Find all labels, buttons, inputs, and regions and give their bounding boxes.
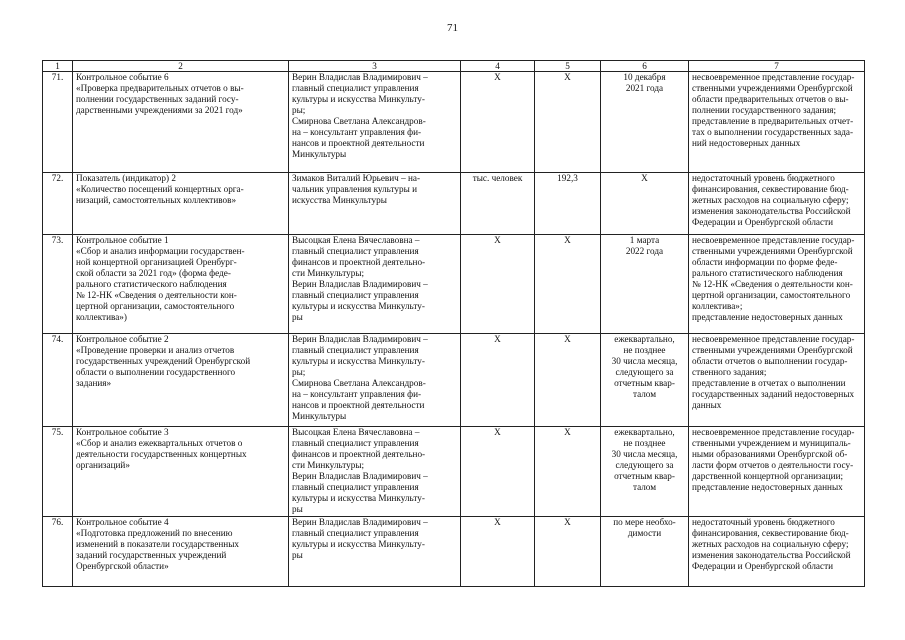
cell-text-line: заданий государственных учреждений: [76, 550, 227, 560]
row-number: 71.: [43, 72, 73, 173]
cell-text-line: главный специалист управления: [292, 438, 419, 448]
risks-cell: [689, 72, 865, 173]
cell-text-line: 10 декабря: [623, 72, 666, 82]
cell-text-line: задания»: [76, 378, 112, 388]
value-cell: [535, 427, 601, 517]
cell-text-line: сти Минкультуры;: [292, 460, 365, 470]
event-cell: [73, 517, 289, 587]
column-number: 7: [689, 61, 865, 72]
responsible-cell: [289, 427, 461, 517]
table-row: [43, 334, 865, 427]
cell-text-line: № 12-НК «Сведения о деятельности кон-: [692, 279, 853, 289]
cell-text-line: организаций»: [76, 460, 130, 470]
cell-text-line: цертной организации, самостоятельного: [76, 301, 235, 311]
control-events-table: [42, 60, 865, 587]
cell-text-line: ры: [292, 504, 303, 514]
event-cell: [73, 173, 289, 235]
cell-text-line: Х: [494, 517, 501, 527]
row-number: 74.: [43, 334, 73, 427]
cell-text-line: государственных заданий недостоверных: [692, 389, 855, 399]
cell-text-line: нансов и проектной деятельности: [292, 138, 425, 148]
cell-text-line: области предварительных отчетов о вы-: [692, 94, 849, 104]
event-cell: [73, 334, 289, 427]
event-cell: [73, 235, 289, 334]
cell-text-line: дарственной концертной организации;: [692, 471, 844, 481]
cell-text-line: тах о выполнении государственных зада-: [692, 127, 854, 137]
value-cell: [535, 72, 601, 173]
unit-cell: [461, 235, 535, 334]
cell-text-line: Верин Владислав Владимирович –: [292, 279, 428, 289]
column-number: 5: [535, 61, 601, 72]
cell-text-line: главный специалист управления: [292, 83, 419, 93]
cell-text-line: искусства Минкультуры: [292, 195, 387, 205]
cell-text-line: не позднее: [623, 438, 666, 448]
cell-text-line: Контрольное событие 1: [76, 235, 169, 245]
deadline-cell: [601, 72, 689, 173]
event-cell: [73, 427, 289, 517]
cell-text-line: Контрольное событие 4: [76, 517, 169, 527]
cell-text-line: 2021 года: [625, 83, 664, 93]
cell-text-line: «Количество посещений концертных орга-: [76, 184, 244, 194]
column-number-row: [43, 61, 865, 72]
unit-cell: [461, 173, 535, 235]
cell-text-line: культуры и искусства Минкульту-: [292, 493, 425, 503]
cell-text-line: области информации по форме феде-: [692, 257, 838, 267]
table-row: [43, 72, 865, 173]
cell-text-line: сти Минкультуры;: [292, 268, 365, 278]
cell-text-line: ры;: [292, 105, 306, 115]
cell-text-line: жетных расходов на социальную сферу;: [692, 539, 849, 549]
cell-text-line: Х: [494, 334, 501, 344]
cell-text-line: несвоевременное представление государ-: [692, 235, 855, 245]
cell-text-line: культуры и искусства Минкульту-: [292, 94, 425, 104]
cell-text-line: ной концертной организацией Оренбург-: [76, 257, 237, 267]
cell-text-line: области о выполнении государственного: [76, 367, 236, 377]
cell-text-line: на – консультант управления фи-: [292, 127, 422, 137]
cell-text-line: культуры и искусства Минкульту-: [292, 301, 425, 311]
cell-text-line: Оренбургской области»: [76, 561, 169, 571]
cell-text-line: тыс. человек: [472, 173, 523, 183]
column-number: 6: [601, 61, 689, 72]
deadline-cell: [601, 173, 689, 235]
risks-cell: [689, 173, 865, 235]
cell-text-line: Контрольное событие 2: [76, 334, 169, 344]
cell-text-line: Х: [564, 72, 571, 82]
cell-text-line: 30 числа месяца,: [611, 356, 678, 366]
cell-text-line: Х: [564, 235, 571, 245]
row-number: 76.: [43, 517, 73, 587]
cell-text-line: Смирнова Светлана Александров-: [292, 116, 426, 126]
row-number: 73.: [43, 235, 73, 334]
cell-text-line: Верин Владислав Владимирович –: [292, 334, 428, 344]
cell-text-line: коллектива»;: [692, 301, 743, 311]
deadline-cell: [601, 427, 689, 517]
cell-text-line: Х: [494, 427, 501, 437]
cell-text-line: главный специалист управления: [292, 482, 419, 492]
cell-text-line: цертной организации, самостоятельного: [692, 290, 851, 300]
responsible-cell: [289, 334, 461, 427]
cell-text-line: «Подготовка предложений по внесению: [76, 528, 233, 538]
cell-text-line: представление в отчетах о выполнении: [692, 378, 846, 388]
cell-text-line: главный специалист управления: [292, 246, 419, 256]
risks-cell: [689, 427, 865, 517]
cell-text-line: Верин Владислав Владимирович –: [292, 471, 428, 481]
cell-text-line: «Сбор и анализ информации государствен-: [76, 246, 245, 256]
cell-text-line: дарственными учреждениями за 2021 год»: [76, 105, 243, 115]
cell-text-line: Х: [641, 173, 648, 183]
cell-text-line: ственными учреждениями Оренбургской: [692, 345, 853, 355]
responsible-cell: [289, 517, 461, 587]
cell-text-line: 30 числа месяца,: [611, 449, 678, 459]
cell-text-line: ственными учреждением и муниципаль-: [692, 438, 851, 448]
value-cell: [535, 517, 601, 587]
cell-text-line: области отчетов о выполнении государ-: [692, 356, 848, 366]
cell-text-line: ры: [292, 550, 303, 560]
cell-text-line: на – консультант управления фи-: [292, 389, 422, 399]
table-row: [43, 427, 865, 517]
cell-text-line: 1 марта: [629, 235, 660, 245]
value-cell: [535, 334, 601, 427]
row-number: 72.: [43, 173, 73, 235]
cell-text-line: Х: [564, 334, 571, 344]
cell-text-line: ежеквартально,: [614, 427, 675, 437]
cell-text-line: недостаточный уровень бюджетного: [692, 517, 835, 527]
cell-text-line: «Сбор и анализ ежеквартальных отчетов о: [76, 438, 243, 448]
cell-text-line: главный специалист управления: [292, 345, 419, 355]
cell-text-line: Смирнова Светлана Александров-: [292, 378, 426, 388]
cell-text-line: отчетным квар-: [614, 471, 675, 481]
cell-text-line: «Проведение проверки и анализ отчетов: [76, 345, 235, 355]
table-row: [43, 173, 865, 235]
cell-text-line: данных: [692, 400, 722, 410]
value-cell: [535, 173, 601, 235]
cell-text-line: талом: [632, 389, 657, 399]
cell-text-line: не позднее: [623, 345, 666, 355]
table-row: [43, 517, 865, 587]
column-number: 4: [461, 61, 535, 72]
cell-text-line: 192,3: [557, 173, 578, 183]
cell-text-line: следующего за: [615, 460, 674, 470]
cell-text-line: Минкультуры: [292, 411, 347, 421]
cell-text-line: Верин Владислав Владимирович –: [292, 72, 428, 82]
table-row: [43, 235, 865, 334]
cell-text-line: следующего за: [615, 367, 674, 377]
cell-text-line: полнении государственных заданий госу-: [76, 94, 239, 104]
unit-cell: [461, 334, 535, 427]
table-body: [43, 72, 865, 587]
cell-text-line: ными образованиями Оренбургской об-: [692, 449, 848, 459]
unit-cell: [461, 427, 535, 517]
cell-text-line: финансов и проектной деятельно-: [292, 257, 426, 267]
cell-text-line: «Проверка предварительных отчетов о вы-: [76, 83, 244, 93]
risks-cell: [689, 235, 865, 334]
cell-text-line: димости: [627, 528, 662, 538]
cell-text-line: ской области за 2021 год» (форма феде-: [76, 268, 231, 278]
cell-text-line: чальник управления культуры и: [292, 184, 417, 194]
cell-text-line: коллектива»): [76, 312, 127, 322]
cell-text-line: нансов и проектной деятельности: [292, 400, 425, 410]
responsible-cell: [289, 173, 461, 235]
cell-text-line: представление недостоверных данных: [692, 482, 843, 492]
cell-text-line: представление в предварительных отчет-: [692, 116, 854, 126]
cell-text-line: ственными учреждениями Оренбургской: [692, 83, 853, 93]
cell-text-line: по мере необхо-: [613, 517, 676, 527]
risks-cell: [689, 334, 865, 427]
cell-text-line: несвоевременное представление государ-: [692, 427, 855, 437]
cell-text-line: низаций, самостоятельных коллективов»: [76, 195, 237, 205]
unit-cell: [461, 517, 535, 587]
cell-text-line: несвоевременное представление государ-: [692, 72, 855, 82]
cell-text-line: Х: [564, 427, 571, 437]
cell-text-line: ры: [292, 312, 303, 322]
row-number: 75.: [43, 427, 73, 517]
page-number: 71: [447, 22, 458, 34]
cell-text-line: изменений в показатели государственных: [76, 539, 239, 549]
cell-text-line: изменения законодательства Российской: [692, 550, 851, 560]
cell-text-line: ласти форм отчетов о деятельности госу-: [692, 460, 854, 470]
deadline-cell: [601, 517, 689, 587]
value-cell: [535, 235, 601, 334]
deadline-cell: [601, 334, 689, 427]
cell-text-line: культуры и искусства Минкульту-: [292, 356, 425, 366]
column-number: 2: [73, 61, 289, 72]
cell-text-line: Показатель (индикатор) 2: [76, 173, 176, 183]
cell-text-line: культуры и искусства Минкульту-: [292, 539, 425, 549]
cell-text-line: полнении государственного задания;: [692, 105, 837, 115]
cell-text-line: ственными учреждениями Оренбургской: [692, 246, 853, 256]
cell-text-line: рального статистического наблюдения: [692, 268, 843, 278]
cell-text-line: Зимаков Виталий Юрьевич – на-: [292, 173, 421, 183]
column-number: 3: [289, 61, 461, 72]
cell-text-line: ственного задания;: [692, 367, 767, 377]
cell-text-line: несвоевременное представление государ-: [692, 334, 855, 344]
cell-text-line: № 12-НК «Сведения о деятельности кон-: [76, 290, 237, 300]
cell-text-line: Х: [564, 517, 571, 527]
cell-text-line: финансов и проектной деятельно-: [292, 449, 426, 459]
cell-text-line: рального статистического наблюдения: [76, 279, 227, 289]
cell-text-line: отчетным квар-: [614, 378, 675, 388]
cell-text-line: финансирования, секвестирование бюд-: [692, 528, 849, 538]
cell-text-line: Контрольное событие 3: [76, 427, 169, 437]
responsible-cell: [289, 72, 461, 173]
deadline-cell: [601, 235, 689, 334]
cell-text-line: Федерации и Оренбургской области: [692, 561, 833, 571]
cell-text-line: главный специалист управления: [292, 528, 419, 538]
cell-text-line: талом: [632, 482, 657, 492]
cell-text-line: Минкультуры: [292, 149, 347, 159]
cell-text-line: Высоцкая Елена Вячеславовна –: [292, 235, 420, 245]
cell-text-line: ний недостоверных данных: [692, 138, 801, 148]
cell-text-line: Х: [494, 235, 501, 245]
column-number: 1: [43, 61, 73, 72]
cell-text-line: государственных учреждений Оренбургской: [76, 356, 251, 366]
cell-text-line: жетных расходов на социальную сферу;: [692, 195, 849, 205]
cell-text-line: Х: [494, 72, 501, 82]
cell-text-line: недостаточный уровень бюджетного: [692, 173, 835, 183]
unit-cell: [461, 72, 535, 173]
cell-text-line: ежеквартально,: [614, 334, 675, 344]
cell-text-line: Контрольное событие 6: [76, 72, 169, 82]
cell-text-line: Верин Владислав Владимирович –: [292, 517, 428, 527]
responsible-cell: [289, 235, 461, 334]
cell-text-line: представление недостоверных данных: [692, 312, 843, 322]
cell-text-line: 2022 года: [625, 246, 664, 256]
cell-text-line: изменения законодательства Российской: [692, 206, 851, 216]
risks-cell: [689, 517, 865, 587]
event-cell: [73, 72, 289, 173]
cell-text-line: Федерации и Оренбургской области: [692, 217, 833, 227]
cell-text-line: деятельности государственных концертных: [76, 449, 247, 459]
cell-text-line: финансирования, секвестирование бюд-: [692, 184, 849, 194]
cell-text-line: Высоцкая Елена Вячеславовна –: [292, 427, 420, 437]
cell-text-line: ры;: [292, 367, 306, 377]
cell-text-line: главный специалист управления: [292, 290, 419, 300]
